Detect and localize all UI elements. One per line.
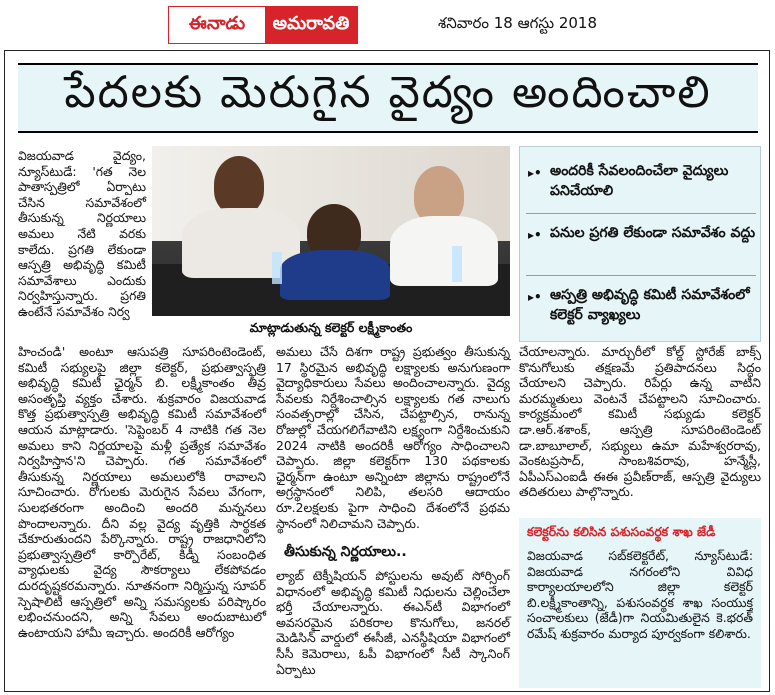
highlight-item: ▸• ఆస్పత్రి అభివృద్ధి కమిటీ సమావేశంలో కలెక్టర్ వ్యాఖ్యలు <box>528 287 750 323</box>
bullet-arrow-icon: ▸• <box>528 228 542 242</box>
article-col2: అమలు చేసే దిశగా రాష్ట్ర ప్రభుత్వం తీసుకున్న 17 స్థిరమైన అభివృద్ధి లక్ష్యాలకు అనుగుణంగా వైద్యాధికారులు సేవలు అందించాలన్నారు. వైద్య సేవలకు నిర్దేశించాల్సిన లక్ష్యాలకు గత నాలుగు సంవత్సరాల్లో చేసిన, చేపట్టాల్సిన, రానున్న రోజుల్లో చేయగలిగేవాటిని లక్ష్యంగా నిర్దేశించుకుని 2024 నాటికి అందరికీ ఆరోగ్యం సాధించాలని చెప్పారు. జిల్లా కలెక్టర్‌గా 130 పథకాలకు ఛైర్మన్‌గా ఉంటూ అన్నింటా జిల్లాను రాష్ట్రంలోనే అగ్రస్థానంలో నిలిపి, తలసరి ఆదాయం రూ.2లక్షలకు పైగా సాధించి దేశంలోనే ప్రథమ స్థానంలో నిలిచామని చెప్పారు. <box>276 344 510 531</box>
article-col1-bottom: హించండి' అంటూ ఆసుపత్రి సూపరింటెండెంట్, కమిటీ సభ్యులపై జిల్లా కలెక్టర్, ప్రభుత్వాస్పత్రి అభివృద్ధి కమిటీ ఛైర్మన్ బి. లక్ష్మీకాంతం తీవ్ర అసంతృప్తి వ్యక్తం చేశారు. శుక్రవారం విజయవాడ కొత్త ప్రభుత్వాస్పత్రి అభివృద్ధి కమిటీ సమావేశంలో ఆయన మాట్లాడారు. 'సెప్టెంబర్ 4 నాటికి గత నెల అమలు కాని నిర్ణయాలపై మళ్లీ ప్రత్యేక సమావేశం నిర్వహిస్తాన'ని చెప్పారు. గత సమావేశంలో తీసుకున్న నిర్ణయాలు అమలులోకి రావాలని సూచించారు. రోగులకు మెరుగైన సేవలు వేగంగా, సులభతరంగా అందించి అందరి మన్ననలు పొందాలన్నారు. దీని వల్ల వైద్య వృత్తికి సార్థకత చేకూరుతుందని పేర్కొన్నారు. రాష్ట్ర రాజధానిలోని ప్రభుత్వాస్పత్రిలో కార్పొరేట్‌, కిడ్నీ సంబంధిత వ్యాధులకు వైద్య సౌకర్యాలు లేకపోవడం దురదృష్టకరమన్నారు. నూతనంగా నిర్మిస్తున్న సూపర్ స్పెషాలిటీ ఆస్పత్రిలో అన్ని సమస్యలకు పరిష్కారం లభించనుందని, అన్ని సేవలు అందుబాటులో ఉంటాయని హామీ ఇచ్చారు. అందరికీ ఆరోగ్యం <box>18 344 266 640</box>
article-lead: విజయవాడ వైద్యం, న్యూస్‌టుడే: 'గత నెల పాతాస్పత్రిలో ఏర్పాటు చేసిన సమావేశంలో తీసుకున్న నిర్ణయాలు అమలు నేటి వరకు కాలేదు. ప్రగతి లేకుండా ఆస్పత్రి అభివృద్ధి కమిటీ సమావేశాలు ఎందుకు నిర్వహిస్తున్నారు. ప్రగతి ఉంటేనే సమావేశం నిర్వ <box>18 148 146 319</box>
bullet-arrow-icon: ▸• <box>528 290 542 304</box>
highlight-item: ▸• పనుల ప్రగతి లేకుండా సమావేశం వద్దు <box>528 223 756 243</box>
logo-amaravati: అమరావతి <box>265 7 357 43</box>
article-photo <box>152 146 510 316</box>
logo-eenadu: ఈనాడు <box>169 7 265 43</box>
article-col2-after: ల్యాబ్ టెక్నీషియన్ పోస్టులను అవుట్ సోర్సింగ్ విధానంలో అభివృద్ధి కమిటీ నిధులను చెల్లించేలా భర్తీ చేయాలన్నారు. ఈఎన్‌టీ విభాగంలో అవసరమైన పరికరాల కొనుగోలు, జనరల్ మెడిసిన్ వార్డులో ఈసీజీ, ఎనస్థీషియా విభాగంలో సీసీ కెమెరాలు, ఓపీ విభాగంలో సీటీ స్కానింగ్‌ ఏర్పాటు <box>276 568 510 677</box>
dateline: శనివారం 18 ఆగస్టు 2018 <box>438 14 598 32</box>
sidebox-jd-meets-collector <box>519 518 761 688</box>
photo-caption: మాట్లాడుతున్న కలెక్టర్ లక్ష్మీకాంతం <box>249 320 413 335</box>
highlight-item: ▸• అందరికీ సేవలందించేలా వైద్యులు పనిచేయాలి <box>528 163 729 199</box>
highlights-box <box>519 146 761 342</box>
article-col3: చేయాలన్నారు. మార్చురీలో కోల్డ్ స్టోరేజ్ బాక్స్ కొనుగోలుకు తక్షణమే ప్రతిపాదనలు సిద్ధం చేయాలని చెప్పారు. రిపేర్లు ఉన్న వాటిని మరమ్మతులు వెంటనే చేపట్టాలని సూచించారు. కార్యక్రమంలో కమిటీ సభ్యుడు కలెక్టర్ డా.ఆర్.శశాంక్, ఆస్పత్రి సూపరింటెండెంట్ డా.బాబూలాల్, సభ్యులు ఉమా మహేశ్వరరావు, వెంకటప్రసాద్, సాంబశివరావు, హన్మేస్లీ, ఏపీఎస్‌ఎంఐడీ ఈఈ ప్రవీణ్‌రాజ్, ఆస్పత్రి వైద్యులు తదితరులు పాల్గొన్నారు. <box>519 344 761 500</box>
masthead-logo <box>168 6 358 44</box>
sidebox-body: విజయవాడ సబ్‌కలెక్టరేట్, న్యూస్‌టుడే: విజయవాడ నగరంలోని వివిధ కార్యాలయాలలోని జిల్లా కలెక్టర్ బి.లక్ష్మీకాంతాన్ని, పశుసంవర్థక శాఖ సంయుక్త సంచాలకులు (జేడీ)గా నియమితులైన కె.భరత్ రమేష్ శుక్రవారం మర్యాద పూర్వకంగా కలిశారు. <box>527 548 753 641</box>
sidebox-title: కలెక్టర్‌ను కలిసిన పశుసంవర్థక శాఖ జేడీ <box>527 524 716 539</box>
article-col1-top <box>18 148 146 332</box>
bullet-arrow-icon: ▸• <box>528 166 542 180</box>
headline: పేదలకు మెరుగైన వైద్యం అందించాలి <box>18 63 758 133</box>
subheading-decisions: తీసుకున్న నిర్ణయాలు.. <box>284 544 407 560</box>
